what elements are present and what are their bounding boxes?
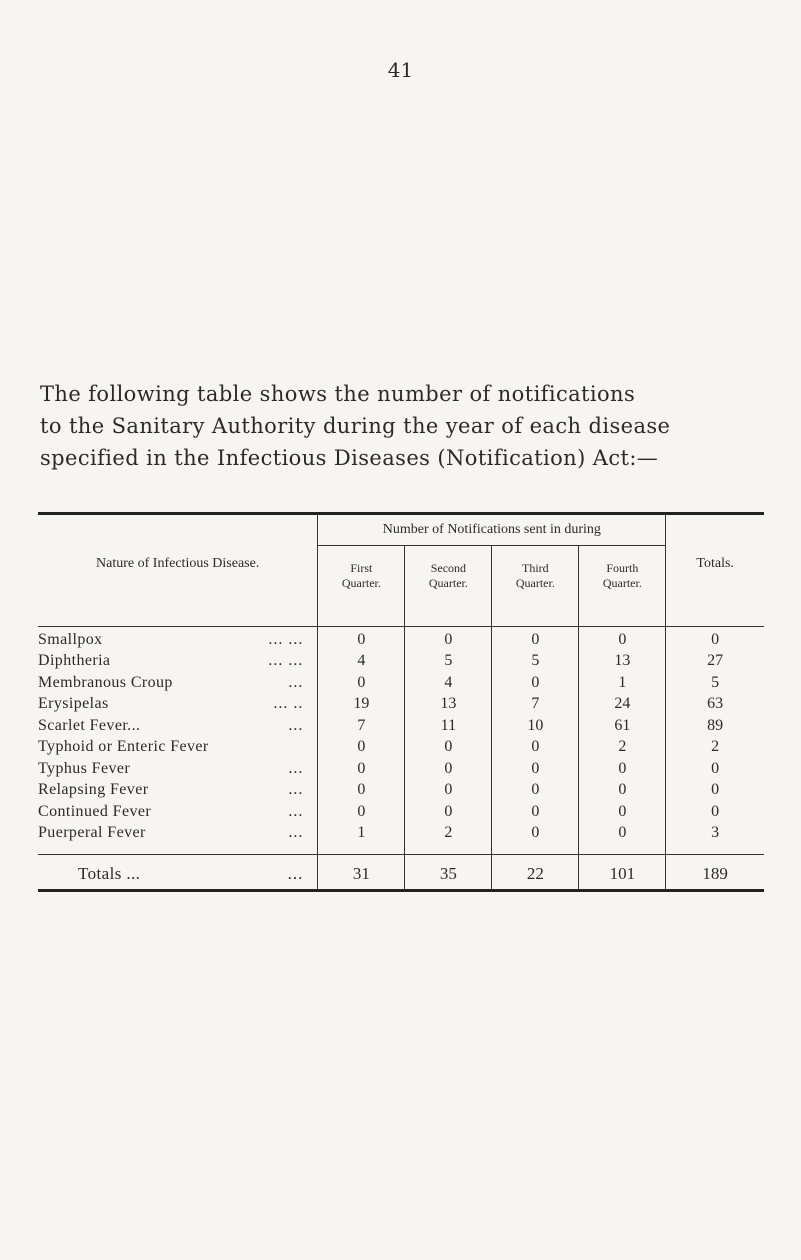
quarter-count-cell: 5 (405, 651, 492, 673)
disease-name: Typhoid or Enteric Fever (38, 738, 209, 756)
leader-dots: ... (288, 781, 304, 799)
quarter-count-cell: 5 (492, 651, 579, 673)
quarter-count-cell: 0 (492, 801, 579, 823)
intro-line: to the Sanitary Authority during the year of each disease (40, 414, 671, 438)
quarter-total-cell: 31 (318, 855, 405, 891)
row-total-cell: 0 (711, 781, 720, 799)
disease-name: Scarlet Fever... (38, 716, 141, 734)
quarter-count-cell: 0 (318, 758, 405, 780)
disease-name-cell (38, 651, 318, 673)
disease-name: Diphtheria (38, 652, 111, 670)
totals-column-header: Totals. (666, 514, 764, 613)
leader-dots: ... .. (273, 695, 304, 713)
quarter-count-cell: 4 (318, 651, 405, 673)
quarter-count-cell: 1 (318, 823, 405, 845)
disease-name: Typhus Fever (38, 759, 131, 777)
disease-name-cell (38, 737, 318, 759)
disease-name-cell (38, 694, 318, 716)
table-row (38, 758, 764, 780)
quarter-count-cell: 0 (318, 801, 405, 823)
quarter-count-cell: 0 (318, 627, 405, 651)
grand-total-cell: 189 (666, 855, 764, 891)
table-body (38, 612, 764, 891)
quarter-count-cell: 0 (492, 823, 579, 845)
quarter-count-cell: 0 (579, 801, 666, 823)
row-total-cell: 0 (711, 802, 720, 820)
quarter-count-cell: 0 (405, 758, 492, 780)
notifications-table-wrapper (38, 512, 764, 892)
table-row (38, 694, 764, 716)
disease-name-cell (38, 780, 318, 802)
disease-name: Relapsing Fever (38, 781, 149, 799)
intro-line: specified in the Infectious Diseases (Notification) Act:— (40, 446, 659, 470)
table-row (38, 801, 764, 823)
quarter-count-cell: 0 (492, 672, 579, 694)
quarter-count-cell: 0 (579, 823, 666, 845)
disease-name-cell (38, 801, 318, 823)
disease-name-cell (38, 627, 318, 651)
notifications-table (38, 512, 764, 892)
third-quarter-header: Third Quarter. (492, 546, 579, 613)
row-total-cell: 0 (711, 759, 720, 777)
disease-name-cell (38, 715, 318, 737)
table-row (38, 823, 764, 845)
quarter-count-cell: 0 (492, 737, 579, 759)
intro-paragraph (40, 378, 770, 474)
quarter-count-cell: 0 (492, 780, 579, 802)
table-row (38, 672, 764, 694)
quarter-count-cell: 11 (405, 715, 492, 737)
quarter-total-cell: 101 (579, 855, 666, 891)
leader-dots: ... (288, 824, 304, 842)
disease-name: Erysipelas (38, 695, 109, 713)
row-total-cell: 2 (711, 738, 720, 756)
quarter-count-cell: 7 (318, 715, 405, 737)
quarter-count-cell: 13 (579, 651, 666, 673)
quarter-count-cell: 2 (579, 737, 666, 759)
quarter-count-cell: 0 (492, 627, 579, 651)
totals-label-cell (38, 855, 318, 891)
disease-name-cell (38, 758, 318, 780)
row-total-cell: 0 (711, 630, 720, 648)
quarter-total-cell: 22 (492, 855, 579, 891)
row-total-cell: 89 (707, 716, 724, 734)
fourth-quarter-header: Fourth Quarter. (602, 561, 642, 590)
quarter-count-cell: 2 (405, 823, 492, 845)
quarter-count-cell: 4 (405, 672, 492, 694)
quarter-count-cell: 0 (318, 780, 405, 802)
disease-name: Smallpox (38, 630, 103, 648)
row-total-cell: 27 (707, 652, 724, 670)
notifications-group-header: Number of Notifications sent in during (318, 514, 666, 546)
quarter-count-cell: 0 (579, 627, 666, 651)
quarter-count-cell: 0 (579, 758, 666, 780)
totals-row (38, 855, 764, 891)
quarter-count-cell: 0 (318, 737, 405, 759)
table-row (38, 651, 764, 673)
disease-name: Continued Fever (38, 802, 152, 820)
second-quarter-header: Second Quarter. (405, 546, 492, 613)
table-row (38, 737, 764, 759)
leader-dots: ... (288, 716, 304, 734)
quarter-count-cell: 0 (318, 672, 405, 694)
table-row (38, 627, 764, 651)
totals-label: Totals ... (78, 864, 141, 883)
disease-name-cell (38, 672, 318, 694)
quarter-count-cell: 0 (492, 758, 579, 780)
leader-dots: ... ... (268, 652, 304, 670)
quarter-count-cell: 13 (405, 694, 492, 716)
quarter-count-cell: 7 (492, 694, 579, 716)
disease-name-cell (38, 823, 318, 845)
row-total-cell: 5 (711, 673, 720, 691)
leader-dots: ... ... (268, 630, 304, 648)
disease-column-header: Nature of Infectious Disease. (38, 514, 318, 613)
quarter-count-cell: 24 (579, 694, 666, 716)
page-number: 41 (387, 58, 414, 82)
quarter-total-cell: 35 (405, 855, 492, 891)
row-total-cell: 63 (707, 695, 724, 713)
first-quarter-header: First Quarter. (318, 546, 405, 613)
disease-name: Puerperal Fever (38, 824, 146, 842)
quarter-count-cell: 0 (405, 627, 492, 651)
intro-line: The following table shows the number of notifications (40, 382, 636, 406)
table-row (38, 715, 764, 737)
quarter-count-cell: 0 (579, 780, 666, 802)
quarter-count-cell: 61 (579, 715, 666, 737)
leader-dots: ... (288, 759, 304, 777)
leader-dots: ... (288, 802, 304, 820)
quarter-count-cell: 0 (405, 801, 492, 823)
quarter-count-cell: 19 (318, 694, 405, 716)
row-total-cell: 3 (711, 824, 720, 842)
quarter-count-cell: 0 (405, 737, 492, 759)
table-row (38, 780, 764, 802)
leader-dots: ... (288, 673, 304, 691)
quarter-count-cell: 1 (579, 672, 666, 694)
leader-dots: ... (287, 864, 304, 883)
disease-name: Membranous Croup (38, 673, 173, 691)
quarter-count-cell: 10 (492, 715, 579, 737)
quarter-count-cell: 0 (405, 780, 492, 802)
